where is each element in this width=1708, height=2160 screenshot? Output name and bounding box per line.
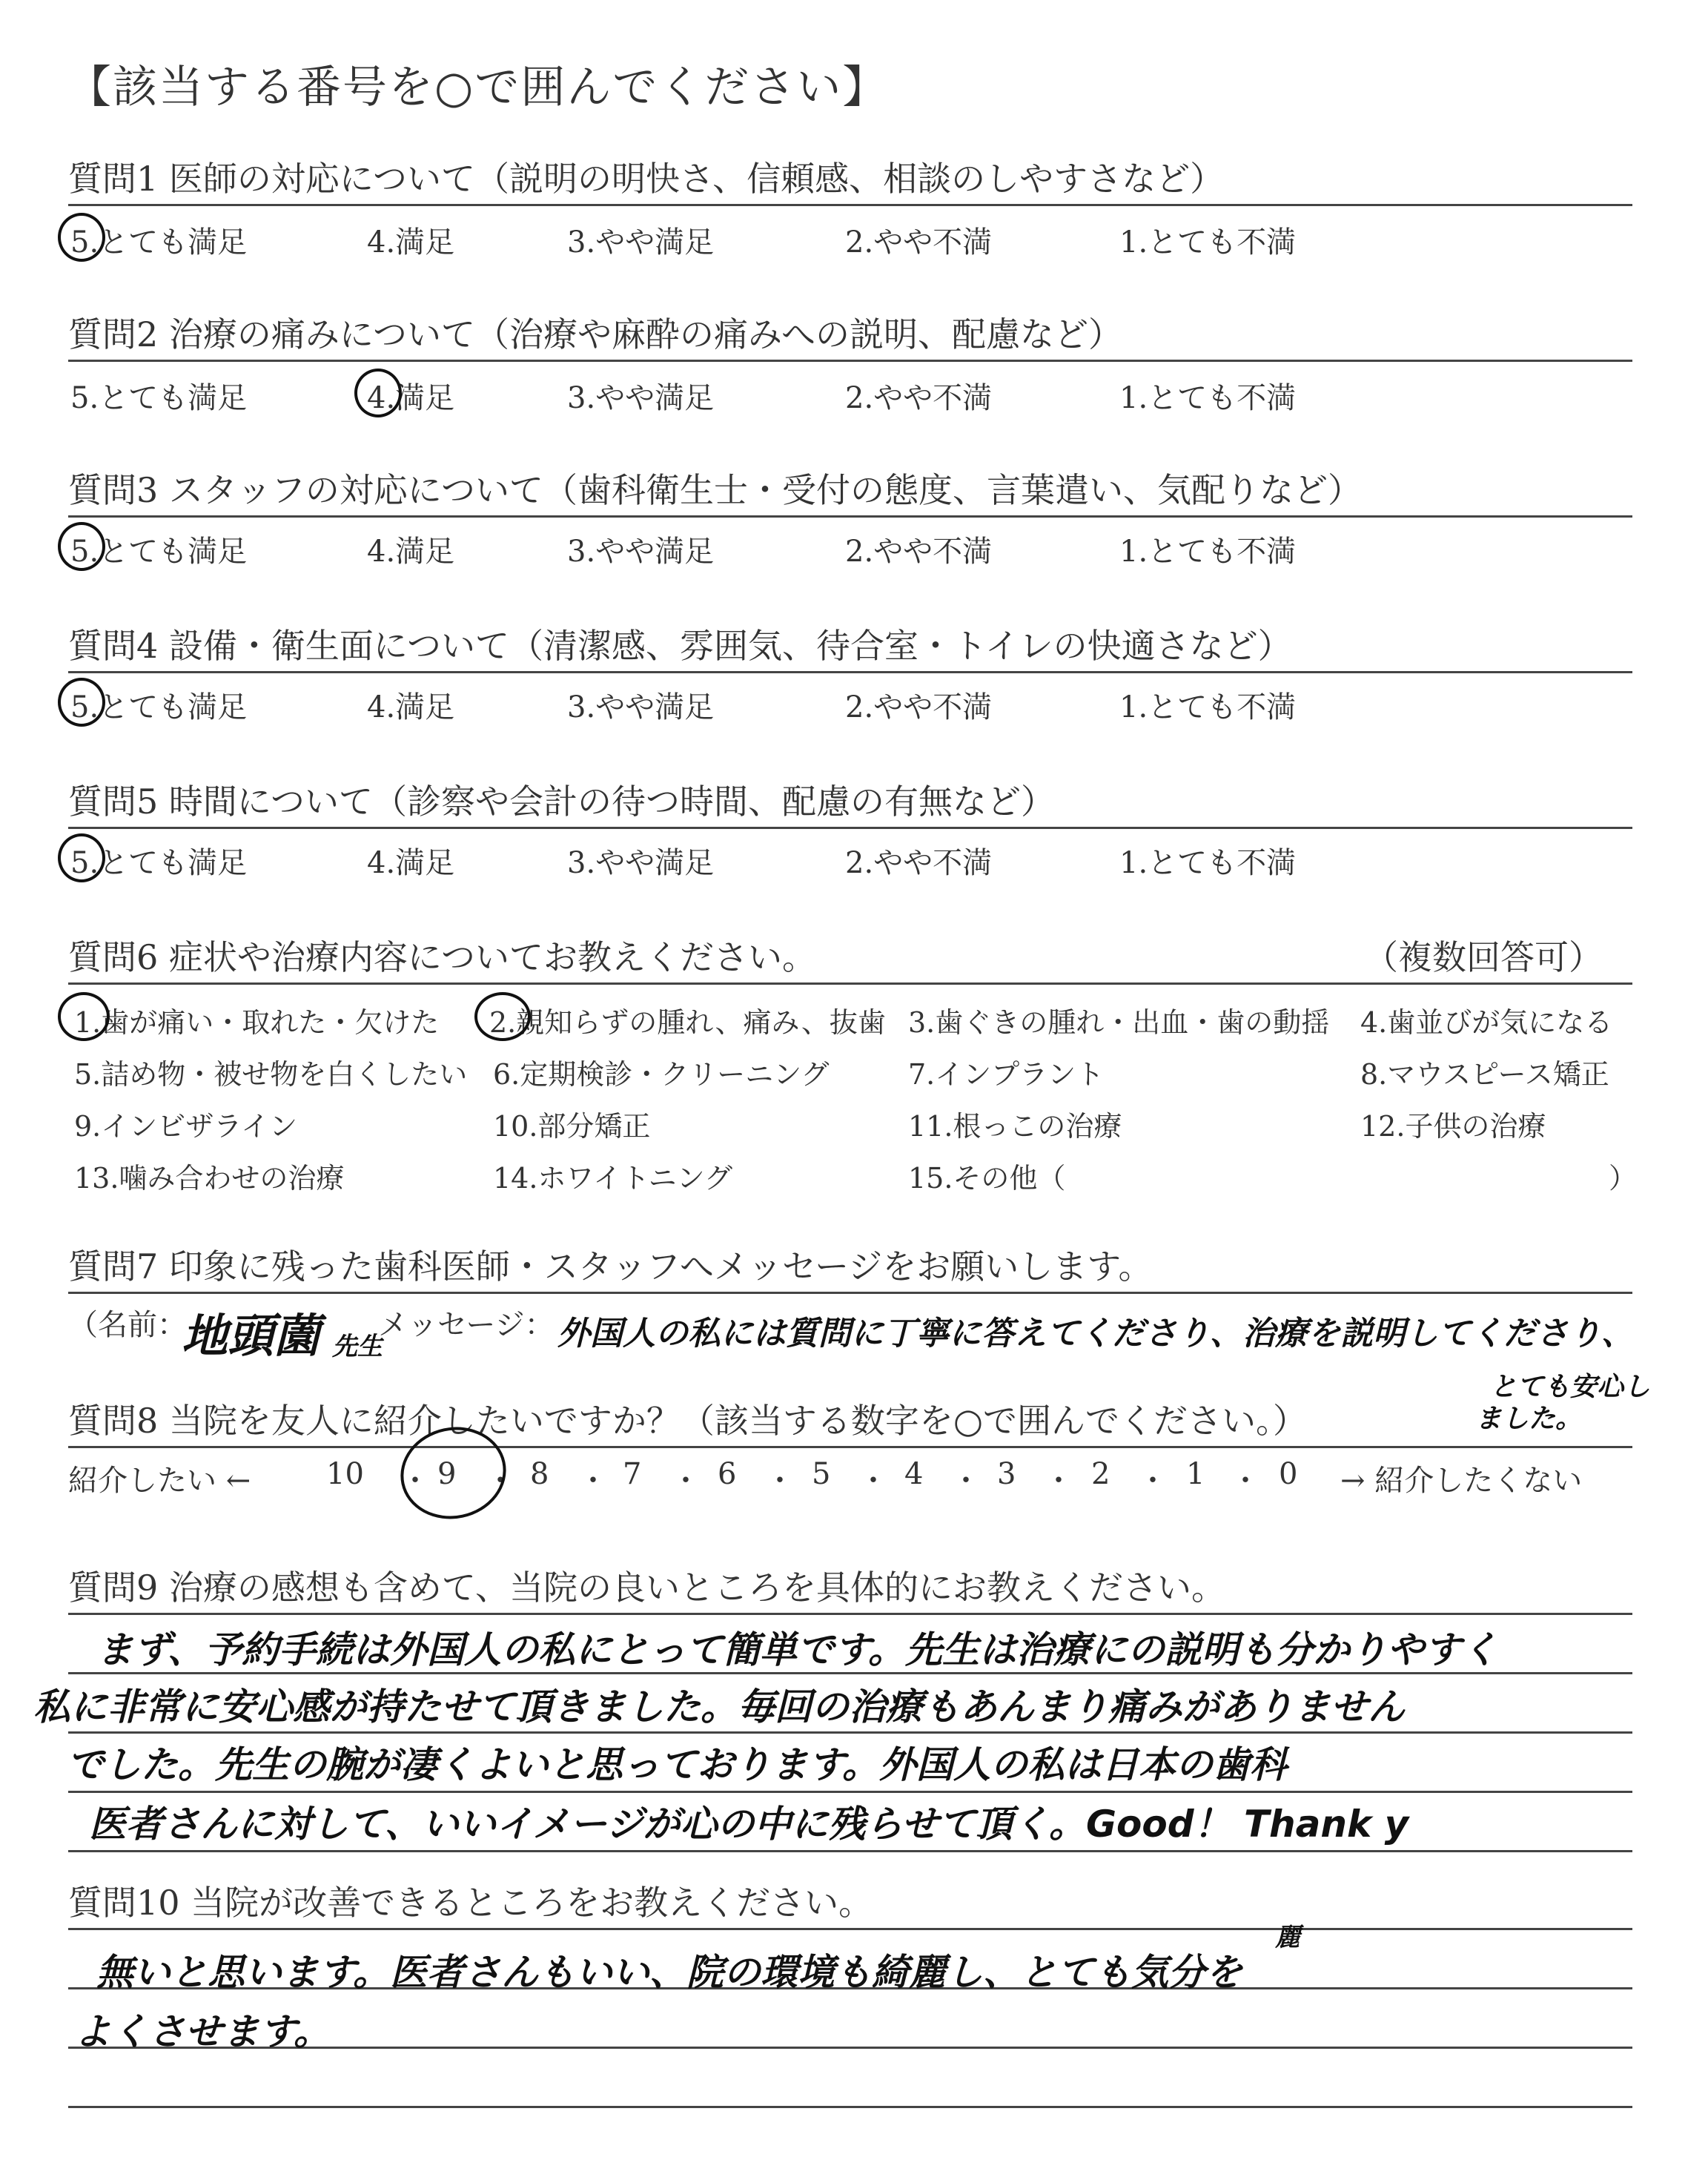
q8-scale-1[interactable]: 1	[1186, 1457, 1205, 1491]
q2-opt-2[interactable]: 2.やや不満	[845, 381, 993, 415]
q8-dot: ・	[1231, 1464, 1260, 1498]
q1-rule	[68, 204, 1632, 206]
q7-title: 質問7 印象に残った歯科医師・スタッフへメッセージをお願いします。	[68, 1246, 1153, 1287]
q5-opt-2[interactable]: 2.やや不満	[845, 846, 993, 880]
q7-message-line2[interactable]: とても安心し	[1490, 1372, 1651, 1402]
q9-title: 質問9 治療の感想も含めて、当院の良いところを具体的にお教えください。	[68, 1568, 1225, 1608]
q5-opt-1[interactable]: 1.とても不満	[1119, 846, 1297, 880]
q2-selected-circle	[354, 369, 402, 417]
q8-dot: ・	[400, 1464, 430, 1498]
q7-rule	[68, 1292, 1632, 1294]
q7-message-label: メッセージ：	[378, 1308, 555, 1342]
q8-scale-8[interactable]: 8	[530, 1457, 549, 1491]
q2-opt-1[interactable]: 1.とても不満	[1119, 381, 1297, 415]
q9-answer-line-1[interactable]: まず、予約手続は外国人の私にとって簡単です。先生は治療にの説明も分かりやすく	[96, 1628, 1498, 1671]
q6-opt-7[interactable]: 7.インプラント	[908, 1058, 1105, 1091]
q6-rule	[68, 982, 1632, 985]
q6-opt-10[interactable]: 10.部分矯正	[493, 1110, 651, 1143]
q2-opt-5[interactable]: 5.とても満足	[70, 381, 248, 415]
q1-opt-5[interactable]: 5.とても満足	[70, 225, 248, 260]
q2-rule	[68, 360, 1632, 362]
q5-opt-3[interactable]: 3.やや満足	[567, 846, 715, 880]
q9-rule-1	[68, 1613, 1632, 1615]
q5-rule	[68, 827, 1632, 829]
q2-title: 質問2 治療の痛みについて（治療や麻酔の痛みへの説明、配慮など）	[68, 314, 1123, 354]
q2-opt-4[interactable]: 4.満足	[367, 381, 455, 415]
q8-rule	[68, 1446, 1632, 1448]
q9-answer-line-2[interactable]: 私に非常に安心感が持たせて頂きました。毎回の治療もあんまり痛みがありません	[33, 1685, 1405, 1728]
q8-dot: ・	[858, 1464, 888, 1498]
q9-rule-3	[68, 1731, 1632, 1734]
q6-opt-6[interactable]: 6.定期検診・クリーニング	[493, 1058, 830, 1091]
q10-rule-1	[68, 1928, 1632, 1930]
q3-selected-circle	[58, 522, 105, 571]
q8-scale-7[interactable]: 7	[623, 1457, 642, 1491]
q6-selected-circle-1	[58, 992, 110, 1041]
q6-title: 質問6 症状や治療内容についてお教えください。	[68, 937, 816, 977]
q8-scale-3[interactable]: 3	[997, 1457, 1016, 1491]
q8-dot: ・	[765, 1464, 795, 1498]
q3-opt-4[interactable]: 4.満足	[367, 535, 455, 569]
q4-opt-5[interactable]: 5.とても満足	[70, 690, 248, 724]
q6-opt-1[interactable]: 1.歯が痛い・取れた・欠けた	[74, 1006, 440, 1039]
q8-scale-10[interactable]: 10	[326, 1457, 364, 1491]
q5-opt-5[interactable]: 5.とても満足	[70, 846, 248, 880]
q1-opt-3[interactable]: 3.やや満足	[567, 225, 715, 260]
q4-selected-circle	[58, 678, 105, 727]
q4-title: 質問4 設備・衛生面について（清潔感、雰囲気、待合室・トイレの快適さなど）	[68, 626, 1292, 666]
q2-opt-3[interactable]: 3.やや満足	[567, 381, 715, 415]
q9-rule-4	[68, 1791, 1632, 1793]
q4-opt-2[interactable]: 2.やや不満	[845, 690, 993, 724]
survey-title: 【該当する番号を○で囲んでください】	[67, 62, 889, 113]
q6-opt-3[interactable]: 3.歯ぐきの腫れ・出血・歯の動揺	[908, 1006, 1330, 1039]
q5-title: 質問5 時間について（診察や会計の待つ時間、配慮の有無など）	[68, 782, 1055, 822]
q3-opt-1[interactable]: 1.とても不満	[1119, 535, 1297, 569]
q9-rule-5	[68, 1850, 1632, 1852]
q10-answer-line-2[interactable]: よくさせます。	[74, 2010, 331, 2053]
q6-opt-2[interactable]: 2.親知らずの腫れ、痛み、抜歯	[489, 1006, 886, 1039]
q6-opt-4[interactable]: 4.歯並びが気になる	[1360, 1006, 1613, 1039]
q8-dot: ・	[1138, 1464, 1168, 1498]
q7-message-line3[interactable]: ました。	[1475, 1404, 1583, 1434]
q6-opt-8[interactable]: 8.マウスピース矯正	[1360, 1058, 1609, 1091]
q7-name-label: （名前：	[68, 1308, 187, 1342]
q6-opt-12[interactable]: 12.子供の治療	[1360, 1110, 1546, 1143]
q7-message-line1[interactable]: 外国人の私には質問に丁寧に答えてくださり、治療を説明してくださり、	[557, 1315, 1634, 1353]
q6-opt-15[interactable]: 15.その他（	[908, 1162, 1066, 1195]
q1-selected-circle	[58, 213, 105, 262]
q4-rule	[68, 671, 1632, 673]
q8-left-label: 紹介したい ←	[68, 1464, 251, 1498]
q10-answer-line-1[interactable]: 無いと思います。医者さんもいい、院の環境も綺麗し、とても気分を	[96, 1951, 1242, 1994]
q6-opt-5[interactable]: 5.詰め物・被せ物を白くしたい	[74, 1058, 468, 1091]
q8-scale-2[interactable]: 2	[1091, 1457, 1110, 1491]
q5-opt-4[interactable]: 4.満足	[367, 846, 455, 880]
q4-opt-1[interactable]: 1.とても不満	[1119, 690, 1297, 724]
q5-selected-circle	[58, 833, 105, 882]
q8-title: 質問8 当院を友人に紹介したいですか？（該当する数字を○で囲んでください。）	[68, 1401, 1308, 1441]
q8-scale-0[interactable]: 0	[1279, 1457, 1298, 1491]
q8-scale-9[interactable]: 9	[437, 1457, 457, 1491]
q1-title: 質問1 医師の対応について（説明の明快さ、信頼感、相談のしやすさなど）	[68, 159, 1225, 199]
q6-opt-9[interactable]: 9.インビザライン	[74, 1110, 298, 1143]
q6-opt-11[interactable]: 11.根っこの治療	[908, 1110, 1122, 1143]
q3-rule	[68, 515, 1632, 518]
q8-dot: ・	[578, 1464, 608, 1498]
q3-opt-2[interactable]: 2.やや不満	[845, 535, 993, 569]
q8-dot: ・	[671, 1464, 701, 1498]
q1-opt-4[interactable]: 4.満足	[367, 225, 455, 260]
q7-name-suffix: 先生	[332, 1332, 383, 1361]
q3-title: 質問3 スタッフの対応について（歯科衛生士・受付の態度、言葉遣い、気配りなど）	[68, 470, 1362, 510]
q4-opt-3[interactable]: 3.やや満足	[567, 690, 715, 724]
q8-right-label: → 紹介したくない	[1340, 1464, 1583, 1498]
q3-opt-3[interactable]: 3.やや満足	[567, 535, 715, 569]
q10-annotation: 麗	[1275, 1923, 1300, 1952]
q9-answer-line-4[interactable]: 医者さんに対して、いいイメージが心の中に残らせて頂く。Good！ Thank y	[89, 1803, 1409, 1846]
q8-dot: ・	[1044, 1464, 1073, 1498]
q8-scale-4[interactable]: 4	[904, 1457, 924, 1491]
q8-dot: ・	[951, 1464, 981, 1498]
q8-scale-6[interactable]: 6	[718, 1457, 737, 1491]
q1-opt-1[interactable]: 1.とても不満	[1119, 225, 1297, 260]
q6-note: （複数回答可）	[1364, 937, 1603, 977]
q3-opt-5[interactable]: 5.とても満足	[70, 535, 248, 569]
q6-opt-14[interactable]: 14.ホワイトニング	[493, 1162, 733, 1195]
q1-opt-2[interactable]: 2.やや不満	[845, 225, 993, 260]
q6-opt-13[interactable]: 13.噛み合わせの治療	[74, 1162, 345, 1195]
q9-answer-line-3[interactable]: でした。先生の腕が凄くよいと思っております。外国人の私は日本の歯科	[67, 1743, 1287, 1786]
q8-dot: ・	[486, 1464, 515, 1498]
q8-scale-5[interactable]: 5	[812, 1457, 831, 1491]
q10-title: 質問10 当院が改善できるところをお教えください。	[68, 1883, 873, 1923]
q6-selected-circle-2	[474, 992, 531, 1041]
q10-rule-4	[68, 2106, 1632, 2108]
q6-opt-15-close: ）	[1609, 1162, 1638, 1195]
q4-opt-4[interactable]: 4.満足	[367, 690, 455, 724]
q7-name-value[interactable]: 地頭薗	[182, 1309, 320, 1363]
